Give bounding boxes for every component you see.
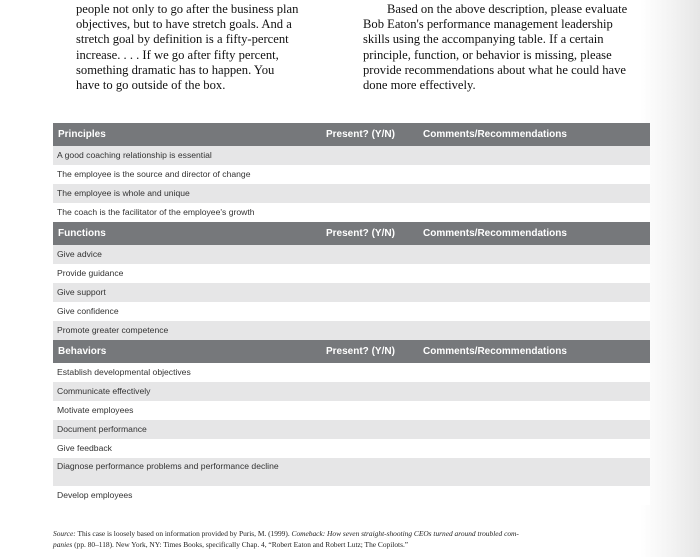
text-line: people not only to go after the business plan <box>76 2 299 16</box>
section-title: Behaviors <box>58 346 107 357</box>
comments-column-header: Comments/Recommendations <box>423 346 567 357</box>
section-title: Principles <box>58 129 106 140</box>
row-label: The coach is the facilitator of the employee's growth <box>57 207 255 217</box>
table-row <box>53 458 650 486</box>
row-label: Promote greater competence <box>57 325 169 335</box>
row-label: A good coaching relationship is essential <box>57 150 212 160</box>
row-label: Communicate effectively <box>57 386 151 396</box>
section-header-principles <box>53 123 650 146</box>
row-label: The employee is whole and unique <box>57 188 190 198</box>
row-label: Give advice <box>57 249 102 259</box>
source-text-cont: (pp. 80–118). New York, NY: Times Books, specifically Chap. 4, “Robert Eaton and Robert Lutz; The Copilots.” <box>74 540 409 549</box>
table-row <box>53 321 650 340</box>
text-line: Bob Eaton's performance management leadership <box>363 17 613 32</box>
comments-column-header: Comments/Recommendations <box>423 228 567 239</box>
text-line: have to go outside of the box. <box>76 78 226 93</box>
text-line: done more effectively. <box>363 78 476 93</box>
right-paragraph <box>363 2 653 93</box>
table-row <box>53 382 650 401</box>
source-title-cont: panies <box>53 540 73 549</box>
table-row <box>53 245 650 264</box>
row-label: Diagnose performance problems and performance decline <box>57 461 279 471</box>
table-row <box>53 302 650 321</box>
row-label: Provide guidance <box>57 268 124 278</box>
text-line: Based on the above description, please evaluate <box>387 2 628 16</box>
row-label: Give confidence <box>57 306 119 316</box>
present-column-header: Present? (Y/N) <box>326 228 395 239</box>
present-column-header: Present? (Y/N) <box>326 346 395 357</box>
table-row <box>53 439 650 458</box>
row-label: Document performance <box>57 424 147 434</box>
source-text: This case is loosely based on information provided by Puris, M. (1999). <box>77 529 290 538</box>
section-header-behaviors <box>53 340 650 363</box>
section-title: Functions <box>58 228 106 239</box>
source-title: Comeback: How seven straight-shooting CEOs turned around troubled com- <box>291 529 519 538</box>
table-row <box>53 401 650 420</box>
table-row <box>53 363 650 382</box>
row-label: Motivate employees <box>57 405 134 415</box>
row-label: The employee is the source and director of change <box>57 169 251 179</box>
row-label: Develop employees <box>57 490 133 500</box>
section-header-functions <box>53 222 650 245</box>
comments-column-header: Comments/Recommendations <box>423 129 567 140</box>
table-row <box>53 264 650 283</box>
text-line: increase. . . . If we go after fifty percent, <box>76 47 279 62</box>
table-row <box>53 486 650 505</box>
source-label: Source: <box>53 529 76 538</box>
text-line: something dramatic has to happen. You <box>76 62 275 77</box>
table-row <box>53 203 650 222</box>
row-label: Establish developmental objectives <box>57 367 191 377</box>
table-row <box>53 283 650 302</box>
evaluation-table <box>53 123 650 505</box>
table-row <box>53 420 650 439</box>
text-line: provide recommendations about what he could have <box>363 62 626 77</box>
row-label: Give feedback <box>57 443 112 453</box>
row-label: Give support <box>57 287 106 297</box>
text-line: skills using the accompanying table. If a certain <box>363 32 604 47</box>
text-line: stretch goal by definition is a fifty-percent <box>76 32 289 47</box>
source-citation <box>53 528 653 550</box>
table-row <box>53 184 650 203</box>
text-line: objectives, but to have stretch goals. And a <box>76 17 292 32</box>
table-row <box>53 146 650 165</box>
left-paragraph <box>76 2 326 93</box>
text-line: principle, function, or behavior is missing, please <box>363 47 612 62</box>
present-column-header: Present? (Y/N) <box>326 129 395 140</box>
table-row <box>53 165 650 184</box>
